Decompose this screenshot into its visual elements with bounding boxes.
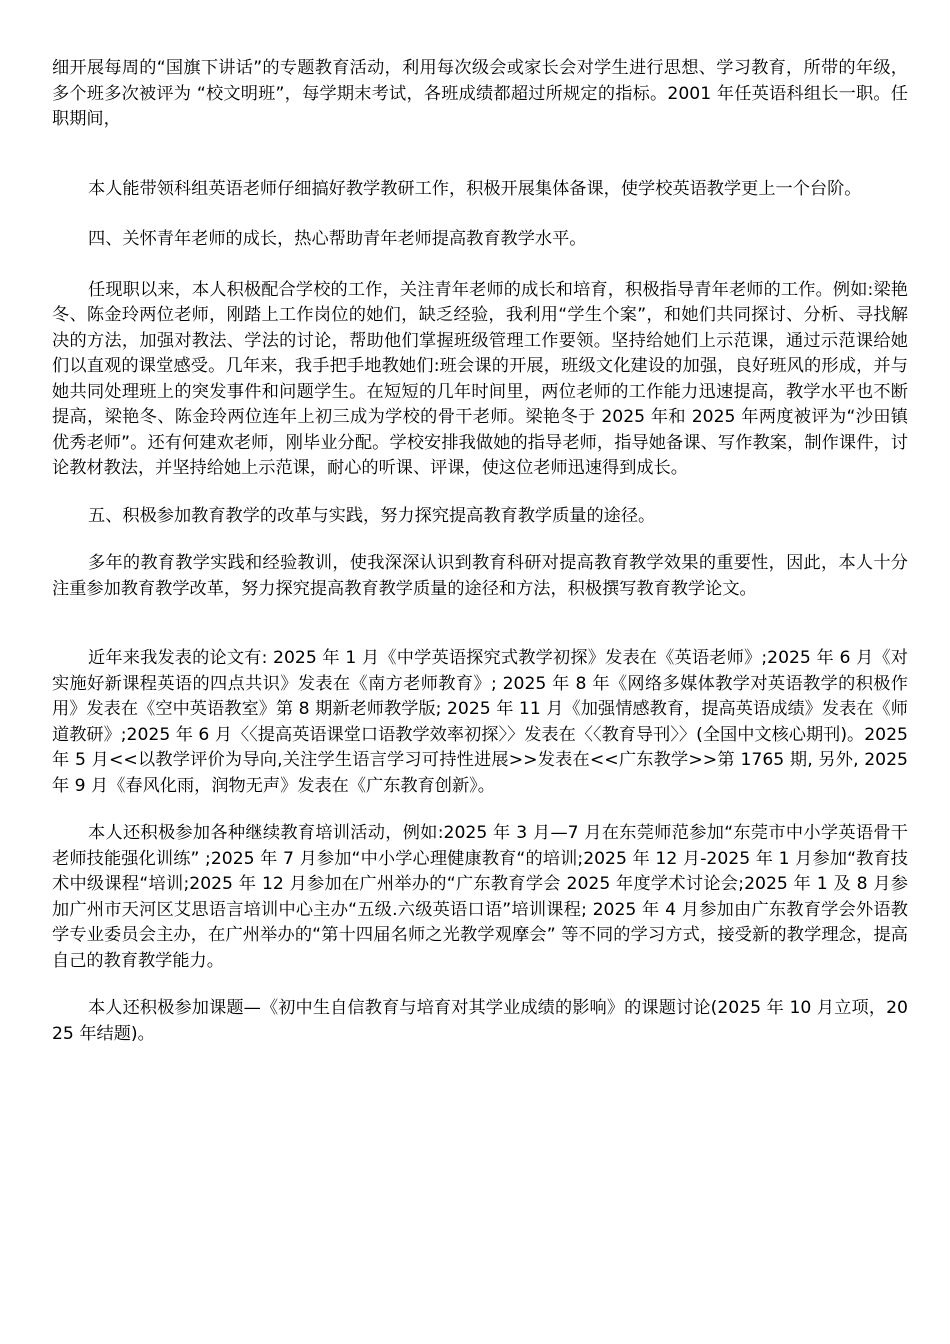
paragraph-publications: 近年来我发表的论文有: 2025 年 1 月《中学英语探究式教学初探》发表在《英语老师》;2025 年 6 月《对实施好新课程英语的四点共识》发表在《南方老师教育》; 2025 年 8 年《网络多媒体教学对英语教学的积极作用》发表在《空中英语教室》第 8 期新老师教学版; 2025 年 11 月《加强情感教育，提高英语成绩》发表在《师道教研》;2025 年 6 月〈〈提高英语课堂口语教学效率初探〉〉发表在〈〈教育导刊〉〉(全国中文核心期刊)。2025 年 5 月<<以教学评价为导向,关注学生语言学习可持性进展>>发表在<<广东教学>>第 1765 期, 另外, 2025 年 9 月《春风化雨，润物无声》发表在《广东教育创新》。 (52, 648, 908, 796)
paragraph-continuation: 细开展每周的“国旗下讲话”的专题教育活动，利用每次级会或家长会对学生进行思想、学习教育，所带的年级，多个班多次被评为 “校文明班”，每学期末考试，各班成绩都超过所规定的指标。2001 年任英语科组长一职。任职期间， (52, 58, 908, 129)
paragraph-group-leader: 本人能带领科组英语老师仔细搞好教学教研工作，积极开展集体备课，使学校英语教学更上一个台阶。 (88, 178, 862, 199)
document-page (52, 56, 908, 1047)
section-heading-five: 五、积极参加教育教学的改革与实践，努力探究提高教育教学质量的途径。 (88, 505, 656, 526)
paragraph-research: 多年的教育教学实践和经验教训，使我深深认识到教育科研对提高教育教学效果的重要性，因此，本人十分注重参加教育教学改革，努力探究提高教育教学质量的途径和方法，积极撰写教育教学论文。 (52, 553, 908, 599)
section-heading-four: 四、关怀青年老师的成长，热心帮助青年老师提高教育教学水平。 (88, 229, 587, 249)
paragraph-training: 本人还积极参加各种继续教育培训活动，例如:2025 年 3 月—7 月在东莞师范参加“东莞市中小学英语骨干老师技能强化训练” ;2025 年 7 月参加“中小学心理健康教育“的培训;2025 年 12 月-2025 年 1 月参加“教育技术中级课程“培训;2025 年 12 月参加在广州举办的“广东教育学会 2025 年度学术讨论会;2025 年 1 及 8 月参加广州市天河区艾思语言培训中心主办“五级.六级英语口语”培训课程; 2025 年 4 月参加由广东教育学会外语教学专业委员会主办，在广州举办的“第十四届名师之光教学观摩会” 等不同的学习方式，接受新的教学理念，提高自己的教育教学能力。 (52, 823, 908, 971)
paragraph-mentoring: 任现职以来，本人积极配合学校的工作，关注青年老师的成长和培育，积极指导青年老师的工作。例如:梁艳冬、陈金玲两位老师，刚踏上工作岗位的她们，缺乏经验，我利用“学生个案”，和她们共同探讨、分析、寻找解决的方法，加强对教法、学法的讨论，帮助他们掌握班级管理工作要领。坚持给她们上示范课，通过示范课给她们以直观的课堂感受。几年来，我手把手地教她们:班会课的开展，班级文化建设的加强，良好班风的形成，并与她共同处理班上的突发事件和问题学生。在短短的几年时间里，两位老师的工作能力迅速提高，教学水平也不断提高，梁艳冬、陈金玲两位连年上初三成为学校的骨干老师。梁艳冬于 2025 年和 2025 年两度被评为“沙田镇优秀老师”。还有何建欢老师，刚毕业分配。学校安排我做她的指导老师，指导她备课、写作教案，制作课件，讨论教材教法，并坚持给她上示范课，耐心的听课、评课，使这位老师迅速得到成长。 (52, 279, 908, 478)
paragraph-project: 本人还积极参加课题—《初中生自信教育与培育对其学业成绩的影响》的课题讨论(2025 年 10 月立项，2025 年结题)。 (52, 998, 908, 1044)
